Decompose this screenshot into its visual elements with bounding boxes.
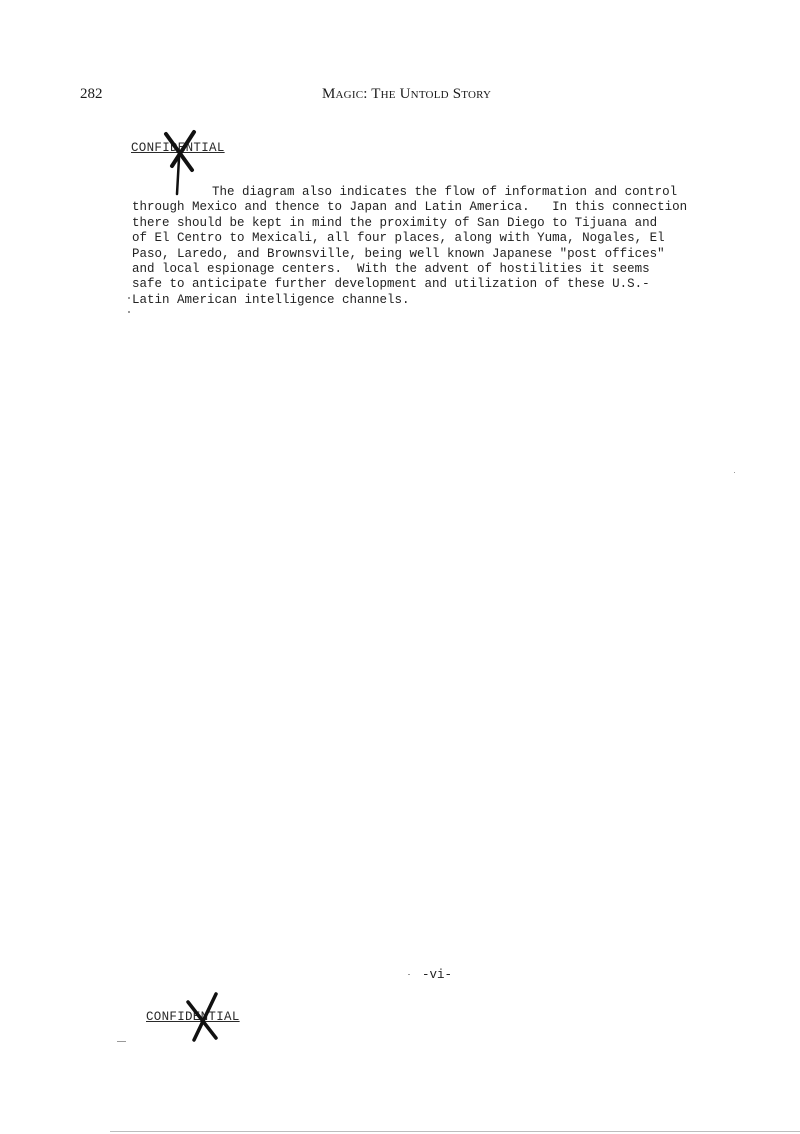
stray-mark	[117, 1041, 126, 1042]
bottom-rule	[110, 1131, 800, 1132]
body-line: of El Centro to Mexicali, all four places, along with Yuma, Nogales, El	[132, 231, 665, 246]
confidential-stamp-bottom: CONFIDENTIAL	[146, 1010, 240, 1024]
body-line: there should be kept in mind the proximity of San Diego to Tijuana and	[132, 215, 658, 230]
page-number: 282	[80, 86, 103, 102]
folio: -vi-	[422, 968, 453, 982]
stray-mark	[128, 311, 130, 313]
stray-mark	[128, 297, 130, 299]
body-line: and local espionage centers. With the advent of hostilities it seems	[132, 262, 650, 277]
cross-out-mark-bottom	[182, 988, 232, 1046]
body-line: The diagram also indicates the flow of information and control	[212, 185, 678, 199]
body-line: Paso, Laredo, and Brownsville, being well known Japanese "post offices"	[132, 246, 665, 261]
memo-body	[132, 185, 732, 308]
body-line: through Mexico and thence to Japan and Latin America. In this connection	[132, 200, 688, 215]
stray-mark	[734, 472, 735, 473]
stray-mark	[408, 974, 410, 975]
body-line: Latin American intelligence channels.	[132, 292, 410, 307]
body-line: safe to anticipate further development and utilization of these U.S.-	[132, 277, 650, 292]
running-head: Magic: The Untold Story	[322, 86, 492, 102]
confidential-stamp-top: CONFIDENTIAL	[131, 141, 225, 155]
